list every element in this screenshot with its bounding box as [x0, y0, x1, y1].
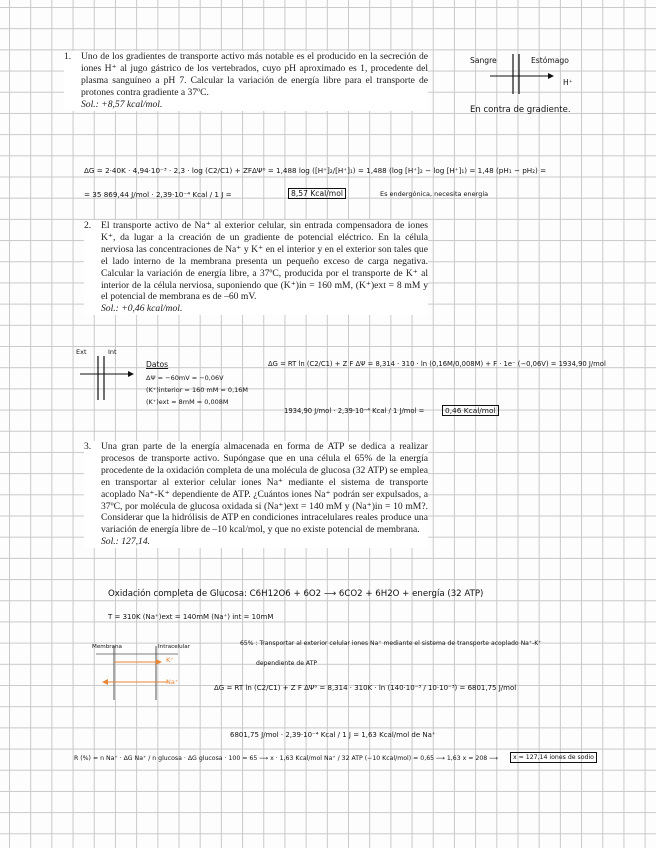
label-sangre: Sangre	[470, 56, 497, 65]
p3-oxidacion: Oxidación completa de Glucosa: C6H12O6 + 6O2 ⟶ 6CO2 + 6H2O + energía (32 ATP)	[108, 589, 484, 599]
problem-2-text: El transporte activo de Na⁺ al exterior celular, sin entrada compensadora de iones K⁺, da lugar a la creación de un gradiente de potencial eléctrico. En la célula nerviosa las concentraciones de Na⁺ y K⁺ en el interior y en el exterior son tales que el lado interno de la membrana presenta un pequeño exceso de carga negativa. Calcular la variación de energía libre, a 37ºC, producida por el transporte de K⁺ al interior de la célula nerviosa, suponiendo que (K⁺)in = 160 mM, (K⁺)ext = 8 mM y el potencial de membrana es de –60 mV.	[101, 220, 428, 303]
note-contra-gradiente: En contra de gradiente.	[470, 105, 571, 115]
problem-1-solution: Sol.: +8,57 kcal/mol.	[81, 98, 163, 110]
p2-datos-title: Datos	[146, 360, 169, 369]
p3-porcentaje-1: 65% : Transportar al exterior celular iones Na⁺ mediante el sistema de transporte acoplado Na⁺-K⁺	[240, 640, 542, 647]
problem-3-number: 3.	[84, 441, 92, 452]
label-int: Int	[108, 348, 117, 356]
problem-1-text: Uno de los gradientes de transporte activo más notable es el producido en la secreción de iones H⁺ al jugo gástrico de los vertebrados, cuyo pH aproximado es 1, procedente del plasma sanguíneo a pH 7. Calcular la variación de energía libre para el transporte de protones contra gradiente a 37ºC.	[81, 51, 428, 98]
p2-result: 0,46 Kcal/mol	[442, 405, 499, 416]
problem-3	[84, 441, 428, 548]
label-k-ion: K⁺	[166, 656, 174, 664]
label-h-ion: H⁺	[563, 78, 573, 87]
p2-dato-k-exterior: (K⁺)ext = 8mM = 0,008M	[146, 398, 229, 406]
p2-dato-k-interior: (K⁺)interior = 160 mM = 0,16M	[146, 386, 249, 394]
p3-equation-2: 6801,75 J/mol · 2,39·10⁻⁴ Kcal / 1 J = 1,63 Kcal/mol de Na⁺	[230, 731, 436, 739]
p1-equation-2: = 35 869,44 J/mol · 2,39·10⁻⁴ Kcal / 1 J =	[84, 190, 232, 199]
p3-datos: T = 310K (Na⁺)ext = 140mM (Na⁺) int = 10mM	[108, 613, 274, 621]
p3-equation-1: ΔG = RT ln (C2/C1) + Z F ΔΨ⁰ = 8,314 · 310K · ln (140·10⁻³ / 10·10⁻³) = 6801,75 J/mol	[214, 684, 517, 692]
p1-equation-1: ΔG = 2·40K · 4,94·10⁻³ · 2,3 · log (C2/C1) + ZFΔΨ⁰ = 1,488 log ([H⁺]₂/[H⁺]₁) = 1,488 (log [H⁺]₂ − log [H⁺]₁) = 1,48 (pH₁ − pH₂) =	[84, 166, 547, 175]
label-ext: Ext	[76, 348, 87, 356]
p1-result: 8,57 Kcal/mol	[288, 188, 346, 199]
problem-1	[64, 51, 428, 111]
p3-result: x = 127,14 iones de sodio	[510, 752, 597, 763]
problem-2-solution: Sol.: +0,46 kcal/mol.	[101, 303, 183, 315]
problem-1-number: 1.	[64, 51, 72, 62]
problem-2	[84, 220, 428, 315]
p1-note-endergonica: Es endergónica, necesita energía	[380, 190, 489, 198]
problem-2-number: 2.	[84, 220, 92, 231]
label-na-ion: Na⁺	[166, 678, 179, 686]
label-membrana: Membrana	[92, 644, 122, 650]
p2-equation-2: 1934,90 J/mol · 2,39·10⁻⁴ Kcal / 1 J/mol =	[284, 407, 425, 415]
problem-3-solution: Sol.: 127,14.	[101, 536, 151, 548]
problem-3-text: Una gran parte de la energía almacenada en forma de ATP se dedica a realizar procesos de transporte activo. Supóngase que en una célula el 65% de la energía procedente de la oxidación completa de una molécula de glucosa (32 ATP) se emplea en transportar al exterior celular iones Na⁺ mediante el sistema de transporte acoplado Na⁺-K⁺ dependiente de ATP. ¿Cuántos iones Na⁺ podrán ser expulsados, a 37ºC, por molécula de glucosa oxidada si (Na⁺)ext = 140 mM y (Na⁺)in = 10 mM?. Considerar que la hidrólisis de ATP en condiciones intracelulares reales produce una variación de energía libre de –10 kcal/mol, y que no existe potencial de membrana.	[101, 441, 428, 536]
p3-porcentaje-2: dependiente de ATP	[256, 660, 317, 667]
p3-equation-3: R (%) = n Na⁺ · ΔG Na⁺ / n glucosa · ΔG glucosa · 100 = 65 ⟶ x · 1,63 Kcal/mol Na⁺ / 32 ATP (−10 Kcal/mol) = 0,65 ⟶ 1,63 x = 208 ⟶	[74, 755, 499, 762]
label-intracelular: Intracelular	[158, 644, 191, 650]
p2-equation-1: ΔG = RT ln (C2/C1) + Z F ΔΨ = 8,314 · 310 · ln (0,16M/0,008M) + F · 1e⁻ (−0,06V) = 1934,90 J/mol	[268, 360, 606, 368]
label-estomago: Estómago	[531, 56, 569, 65]
p2-dato-potencial: ΔΨ = −60mV = −0,06V	[146, 374, 224, 382]
